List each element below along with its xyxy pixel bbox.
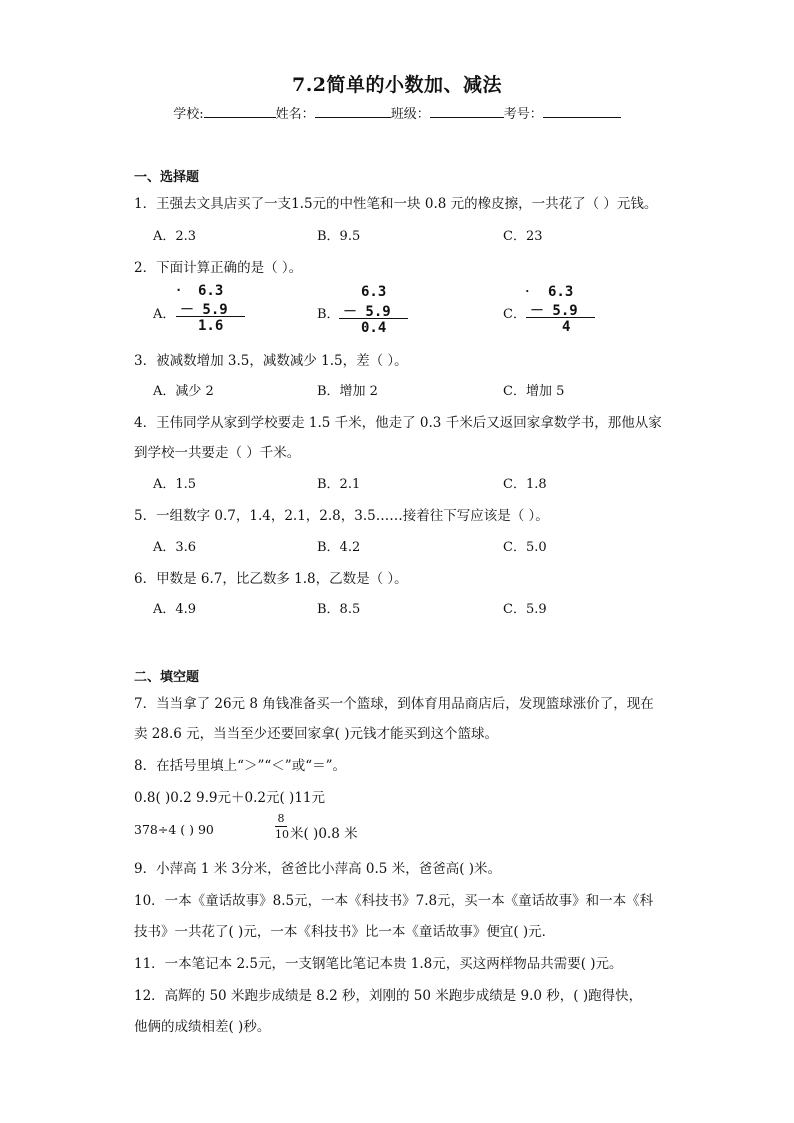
question-4-line-2: 到学校一共要走（ ）千米。 bbox=[134, 445, 301, 461]
q5-option-a[interactable]: A．3.6 bbox=[153, 540, 197, 555]
q2-a-underline bbox=[176, 316, 245, 317]
q2-b-subtrahend: － 5.9 bbox=[343, 304, 391, 320]
q2-c-subtrahend: － 5.9 bbox=[530, 303, 578, 319]
section-heading-choice: 一、选择题 bbox=[134, 170, 200, 185]
q5-option-b[interactable]: B．4.2 bbox=[317, 540, 361, 555]
q2-c-minuend: 6.3 bbox=[548, 284, 574, 300]
q8-fraction bbox=[275, 812, 287, 841]
q2-a-decimal-dot: . bbox=[175, 280, 183, 294]
q5-option-c[interactable]: C．5.0 bbox=[503, 540, 547, 555]
q2-a-result: 1.6 bbox=[198, 318, 224, 334]
q1-option-b[interactable]: B．9.5 bbox=[317, 229, 361, 244]
page-title: 7.2简单的小数加、减法 bbox=[291, 74, 503, 96]
exam-no-blank[interactable] bbox=[543, 105, 621, 118]
q4-option-a[interactable]: A．1.5 bbox=[153, 477, 197, 492]
q8-fraction-numerator: 8 bbox=[277, 812, 285, 825]
q3-option-a[interactable]: A．减少 2 bbox=[153, 384, 214, 399]
question-4-line-1: 4．王伟同学从家到学校要走 1.5 千米，他走了 0.3 千米后又返回家拿数学书，那他从家 bbox=[134, 415, 662, 431]
question-7-line-2: 卖 28.6 元，当当至少还要回家拿( )元钱才能买到这个篮球。 bbox=[134, 726, 498, 742]
q8-comparison-row-2-left: 378÷4 ( ) 90 bbox=[134, 822, 214, 837]
q2-a-subtrahend: － 5.9 bbox=[180, 302, 228, 318]
question-10-line-2: 技书》一共花了( )元，一本《科技书》比一本《童话故事》便宜( )元． bbox=[134, 924, 556, 940]
question-12-line-2: 他俩的成绩相差( )秒。 bbox=[134, 1019, 271, 1035]
q4-option-c[interactable]: C．1.8 bbox=[503, 477, 547, 492]
question-7-line-1: 7．当当拿了 26元 8 角钱准备买一个篮球，到体育用品商店后，发现篮球涨价了，现在 bbox=[134, 696, 654, 712]
question-2: 2．下面计算正确的是（ ）。 bbox=[134, 260, 303, 276]
school-label: 学校: bbox=[173, 107, 204, 122]
question-8: 8．在括号里填上“＞”“＜”或“＝”。 bbox=[134, 758, 346, 774]
question-9: 9．小萍高 1 米 3分米，爸爸比小萍高 0.5 米，爸爸高( )米。 bbox=[134, 861, 502, 877]
question-6: 6．甲数是 6.7，比乙数多 1.8，乙数是（ ）。 bbox=[134, 571, 408, 587]
q8-fraction-denominator: 10 bbox=[275, 828, 289, 841]
name-label: 姓名： bbox=[275, 107, 315, 122]
school-blank[interactable] bbox=[204, 105, 276, 118]
q3-option-c[interactable]: C．增加 5 bbox=[503, 384, 565, 399]
class-blank[interactable] bbox=[430, 105, 504, 118]
question-12-line-1: 12．高辉的 50 米跑步成绩是 8.2 秒，刘刚的 50 米跑步成绩是 9.0 秒，( )跑得快， bbox=[134, 988, 643, 1004]
class-label: 班级： bbox=[390, 107, 430, 122]
q2-option-c-label: C． bbox=[503, 307, 526, 322]
name-blank[interactable] bbox=[315, 105, 391, 118]
question-10-line-1: 10．一本《童话故事》8.5元，一本《科技书》7.8元，买一本《童话故事》和一本《科 bbox=[134, 893, 654, 909]
student-info-line bbox=[0, 103, 794, 122]
q2-c-decimal-dot: . bbox=[524, 282, 531, 295]
q1-option-a[interactable]: A．2.3 bbox=[153, 229, 197, 244]
q3-option-b[interactable]: B．增加 2 bbox=[317, 384, 378, 399]
q8-comparison-row-2-right: 米( )0.8 米 bbox=[290, 826, 358, 842]
q2-option-b-label: B． bbox=[317, 307, 340, 322]
question-1: 1．王强去文具店买了一支1.5元的中性笔和一块 0.8 元的橡皮擦，一共花了（ ）元钱。 bbox=[134, 196, 658, 212]
q2-b-underline bbox=[339, 318, 408, 319]
q2-a-minuend: 6.3 bbox=[198, 283, 224, 299]
q6-option-a[interactable]: A．4.9 bbox=[153, 602, 197, 617]
question-11: 11．一本笔记本 2.5元，一支钢笔比笔记本贵 1.8元，买这两样物品共需要( )元。 bbox=[134, 956, 623, 972]
question-5: 5．一组数字 0.7，1.4，2.1，2.8，3.5……接着往下写应该是（ ）。 bbox=[134, 508, 549, 524]
question-3: 3．被减数增加 3.5，减数减少 1.5，差（ ）。 bbox=[134, 353, 408, 369]
section-heading-fill: 二、填空题 bbox=[134, 670, 200, 685]
q1-option-c[interactable]: C．23 bbox=[503, 229, 543, 244]
q2-option-a-label: A． bbox=[153, 307, 176, 322]
exam-no-label: 考号： bbox=[503, 107, 543, 122]
q2-b-minuend: 6.3 bbox=[361, 284, 387, 300]
q8-fraction-bar bbox=[275, 826, 287, 827]
q4-option-b[interactable]: B．2.1 bbox=[317, 477, 361, 492]
q6-option-b[interactable]: B．8.5 bbox=[317, 602, 361, 617]
q2-c-result: 4 bbox=[562, 319, 571, 335]
q2-b-result: 0.4 bbox=[361, 320, 387, 336]
q8-comparison-row-1: 0.8( )0.2 9.9元＋0.2元( )11元 bbox=[134, 790, 325, 806]
q6-option-c[interactable]: C．5.9 bbox=[503, 602, 547, 617]
q2-c-underline bbox=[526, 317, 595, 318]
